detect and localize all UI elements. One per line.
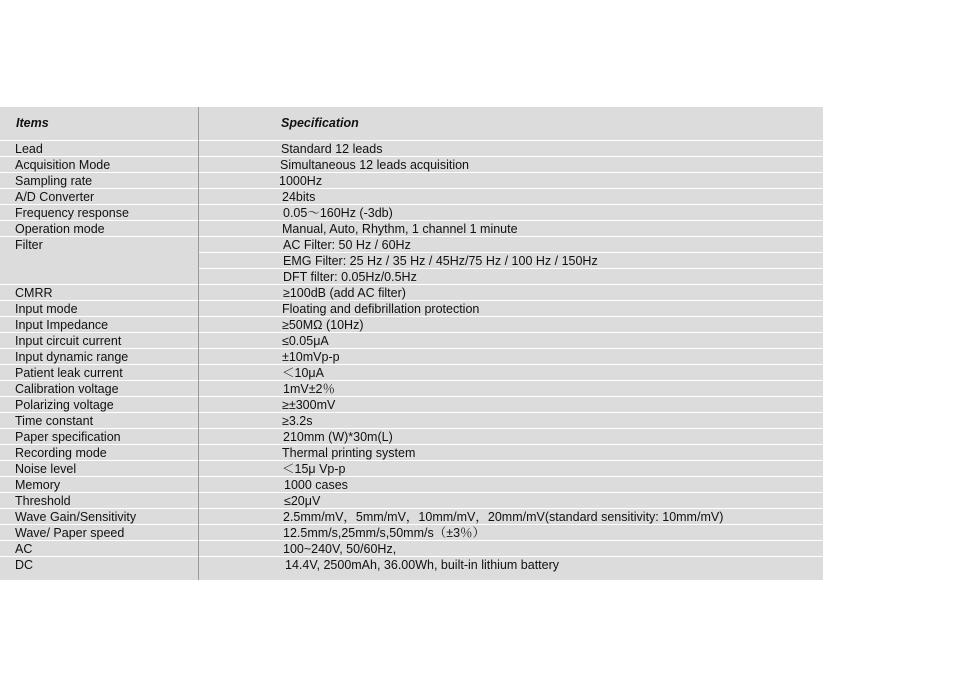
item-label: Time constant [15,414,94,428]
table-row [0,461,823,477]
spec-value: Standard 12 leads [281,142,383,156]
merged-cell-fill [0,268,198,270]
item-label: Threshold [15,494,71,508]
table-row [0,237,823,253]
table-row [0,445,823,461]
table-row [0,205,823,221]
spec-value: ≥±300mV [282,398,336,412]
table-row [0,365,823,381]
item-label: AC [15,542,33,556]
spec-value: DFT filter: 0.05Hz/0.5Hz [283,270,417,284]
spec-value: 2.5mm/mV，5mm/mV，10mm/mV，20mm/mV(standard sensitivity: 10mm/mV) [283,510,724,524]
table-row [0,157,823,173]
table-row [0,541,823,557]
item-label: Lead [15,142,43,156]
item-label: Sampling rate [15,174,93,188]
table-row [0,381,823,397]
spec-value: 14.4V, 2500mAh, 36.00Wh, built-in lithium battery [285,558,559,572]
item-label: Wave Gain/Sensitivity [15,510,137,524]
item-label: Frequency response [15,206,129,220]
item-label: A/D Converter [15,190,95,204]
table-row [0,301,823,317]
table-row [0,333,823,349]
spec-value: ＜10μA [282,366,324,380]
item-label: Input mode [15,302,78,316]
spec-value: Simultaneous 12 leads acquisition [280,158,470,172]
spec-value: ≤0.05μA [282,334,329,348]
table-row [0,253,823,269]
item-label: Noise level [15,462,77,476]
spec-value: 1000 cases [284,478,348,492]
item-label: Input circuit current [15,334,122,348]
table-row [0,173,823,189]
item-label: DC [15,558,34,572]
table-header [0,107,823,141]
spec-value: 210mm (W)*30m(L) [283,430,393,444]
spec-value: 24bits [282,190,316,204]
spec-value: ≥100dB (add AC filter) [283,286,406,300]
table-row [0,317,823,333]
item-label: Patient leak current [15,366,123,380]
column-divider [198,107,199,580]
spec-value: ＜15μ Vp-p [282,462,346,476]
item-label: Polarizing voltage [15,398,114,412]
table-row [0,493,823,509]
spec-value: 12.5mm/s,25mm/s,50mm/s（±3％） [283,526,486,540]
table-row [0,189,823,205]
table-row [0,141,823,157]
spec-value: Floating and defibrillation protection [282,302,480,316]
items-column-header: Items [16,116,49,130]
table-row [0,509,823,525]
table-row [0,413,823,429]
table-row [0,477,823,493]
spec-value: Thermal printing system [282,446,416,460]
item-label: Memory [15,478,61,492]
item-label: Input dynamic range [15,350,129,364]
specification-table [0,107,823,580]
table-row [0,429,823,445]
spec-value: 1000Hz [279,174,323,188]
table-row [0,285,823,301]
spec-value: 100~240V, 50/60Hz, [283,542,397,556]
table-row [0,269,823,285]
table-row [0,557,823,573]
item-label: Filter [15,238,43,252]
spec-value: ≤20μV [284,494,321,508]
item-label: Recording mode [15,446,107,460]
spec-value: 1mV±2％ [283,382,336,396]
item-label: CMRR [15,286,53,300]
specification-column-header: Specification [281,116,359,130]
item-label: Calibration voltage [15,382,119,396]
spec-value: AC Filter: 50 Hz / 60Hz [283,238,411,252]
table-row [0,397,823,413]
spec-value: Manual, Auto, Rhythm, 1 channel 1 minute [282,222,518,236]
item-label: Acquisition Mode [15,158,111,172]
spec-value: ≥3.2s [282,414,313,428]
spec-value: ±10mVp-p [282,350,340,364]
item-label: Paper specification [15,430,121,444]
spec-value: 0.05～160Hz (-3db) [283,206,393,220]
table-row [0,525,823,541]
spec-value: ≥50MΩ (10Hz) [282,318,364,332]
merged-cell-fill [0,252,198,254]
item-label: Input Impedance [15,318,109,332]
item-label: Operation mode [15,222,105,236]
table-row [0,221,823,237]
item-label: Wave/ Paper speed [15,526,125,540]
spec-value: EMG Filter: 25 Hz / 35 Hz / 45Hz/75 Hz / 100 Hz / 150Hz [283,254,598,268]
table-row [0,349,823,365]
